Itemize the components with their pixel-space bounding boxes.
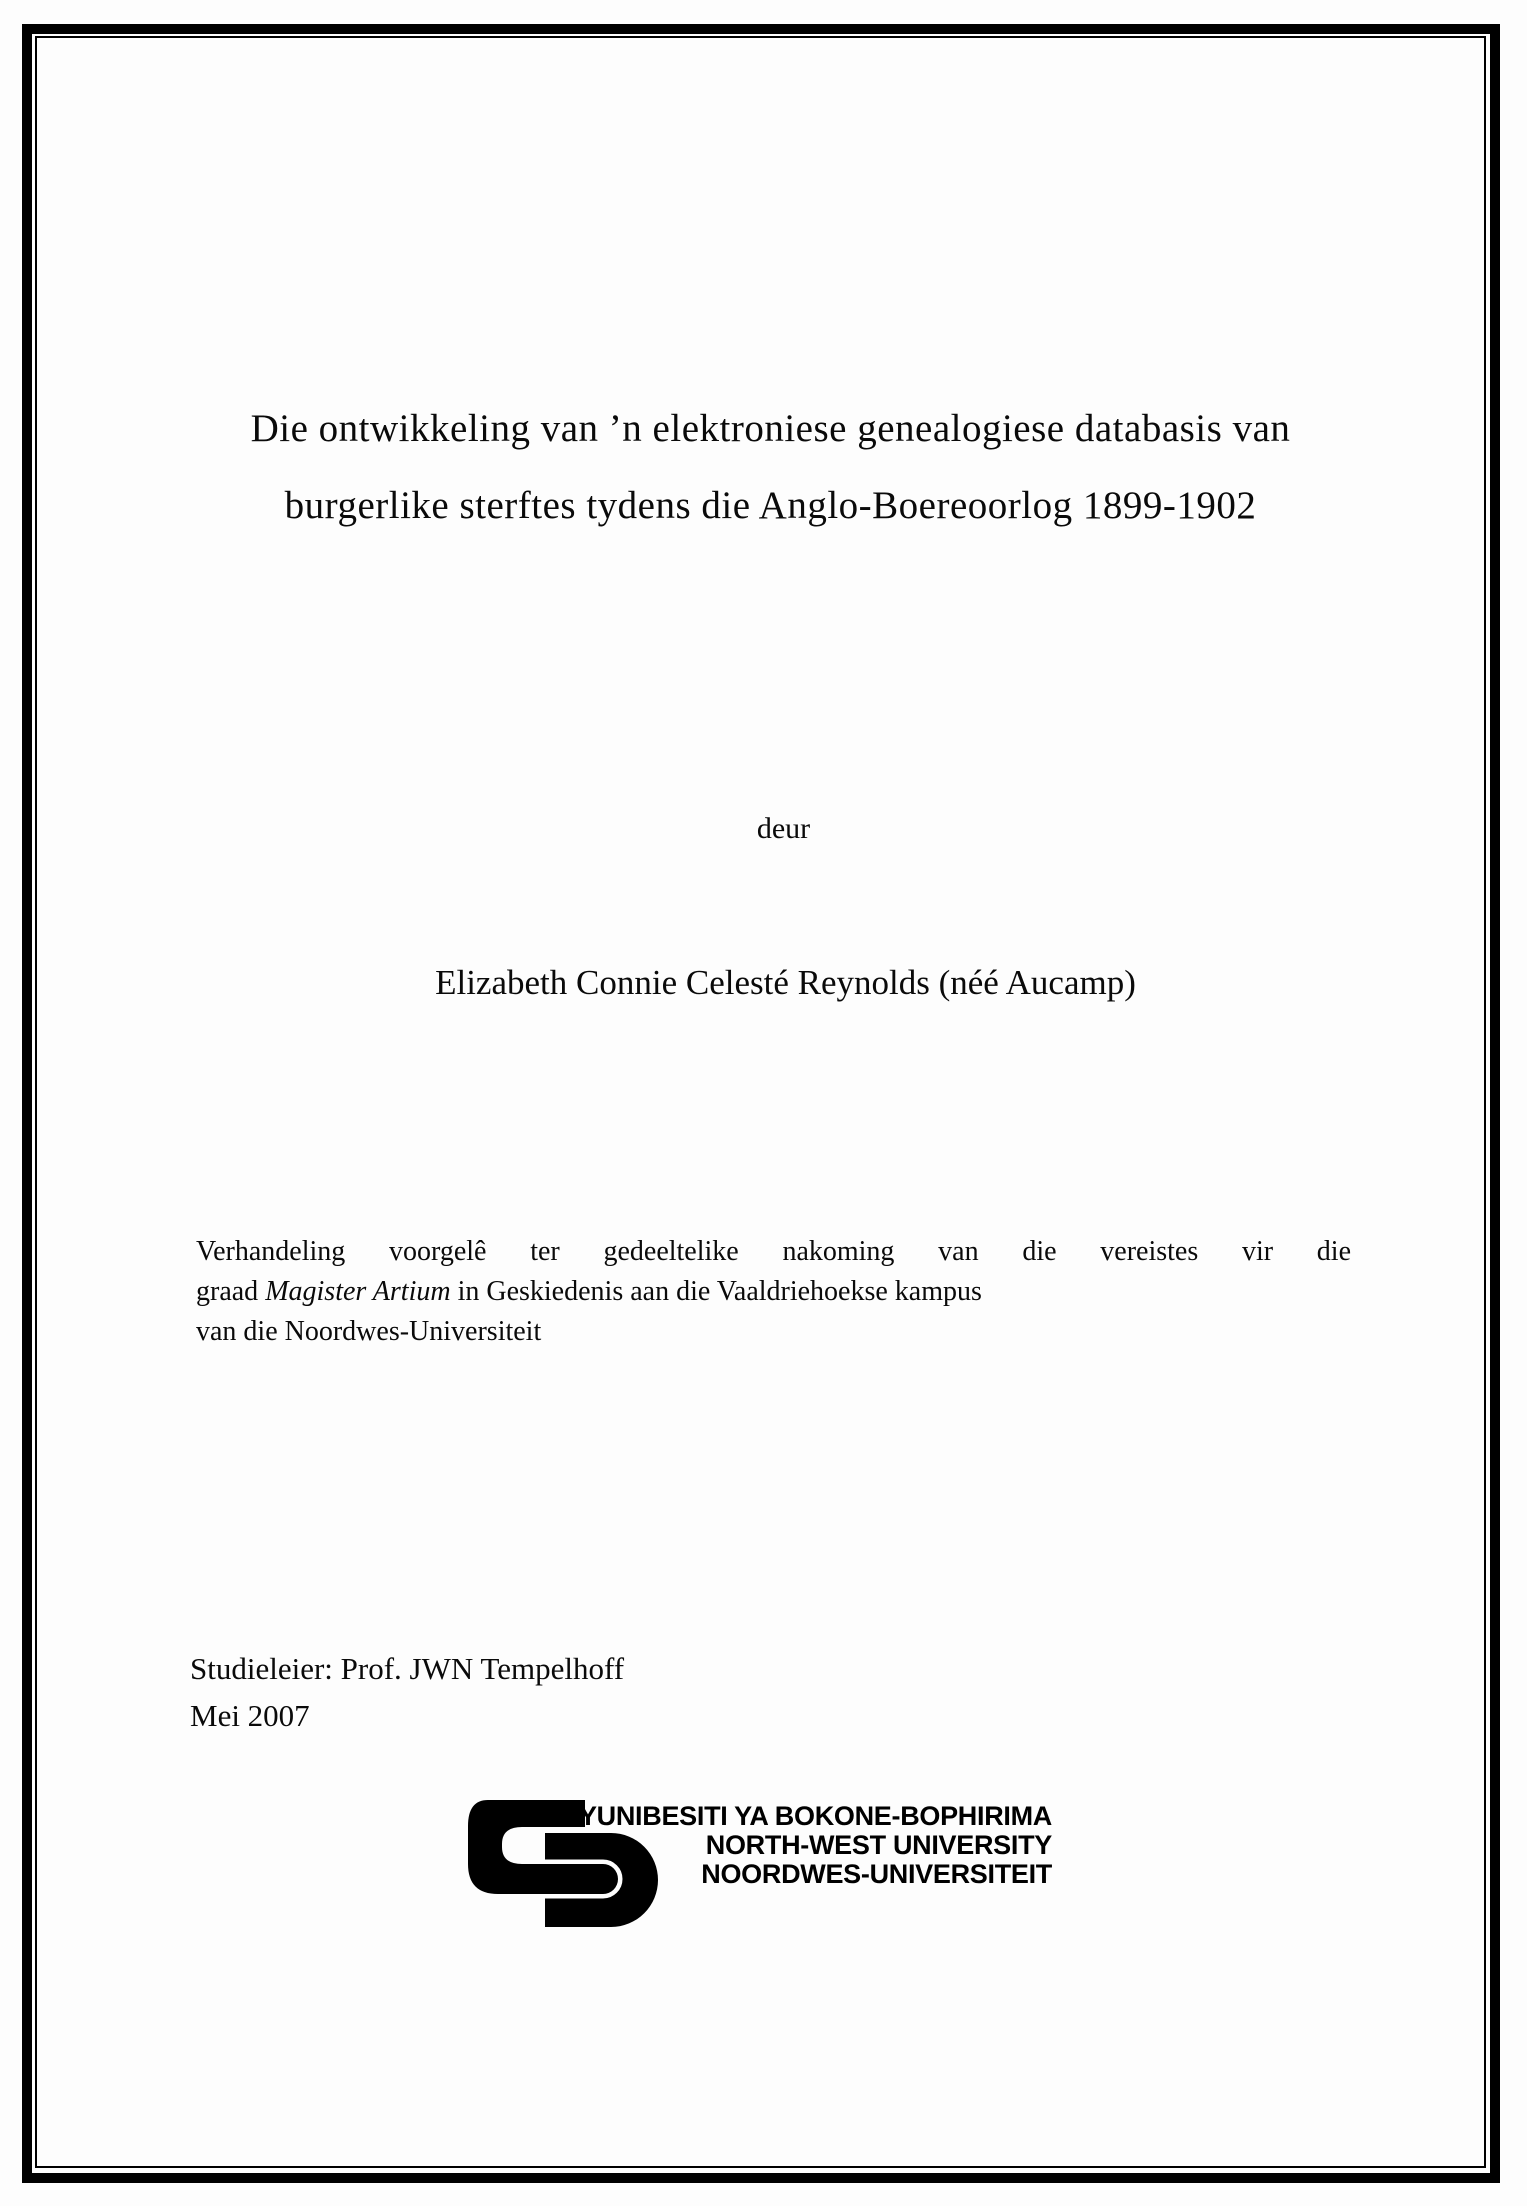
nwu-logo-line3: NOORDWES-UNIVERSITEIT [701, 1859, 1052, 1889]
supervisor-line: Studieleier: Prof. JWN Tempelhoff [190, 1651, 625, 1686]
degree-statement-line1: Verhandeling voorgelê ter gedeeltelike nakoming van die vereistes vir die [196, 1236, 1351, 1267]
nwu-logo-line1: YUNIBESITI YA BOKONE-BOPHIRIMA [578, 1801, 1052, 1831]
supervisor-block [190, 1645, 624, 1739]
nwu-logo [462, 1797, 1062, 1937]
nwu-logo-line2: NORTH-WEST UNIVERSITY [705, 1830, 1052, 1860]
degree-statement-line2-prefix: graad [196, 1276, 266, 1307]
degree-statement-line3: van die Noordwes-Universiteit [196, 1316, 542, 1347]
byline-deur: deur [756, 812, 811, 845]
nwu-logo-text [462, 1802, 1052, 1889]
degree-statement-line2-suffix: in Geskiedenis aan die Vaaldriehoekse kampus [450, 1276, 982, 1307]
author-name: Elizabeth Connie Celesté Reynolds (néé Aucamp) [435, 963, 1136, 1002]
thesis-title-line2: burgerlike sterftes tydens die Anglo-Boereoorlog 1899-1902 [284, 484, 1257, 527]
thesis-title [14, 390, 1527, 544]
degree-statement-line2 [196, 1272, 1351, 1312]
degree-name: Magister Artium [265, 1276, 451, 1307]
thesis-title-line1: Die ontwikkeling van ’n elektroniese genealogiese databasis van [250, 407, 1291, 450]
date-line: Mei 2007 [190, 1698, 310, 1733]
degree-statement [196, 1232, 1351, 1352]
